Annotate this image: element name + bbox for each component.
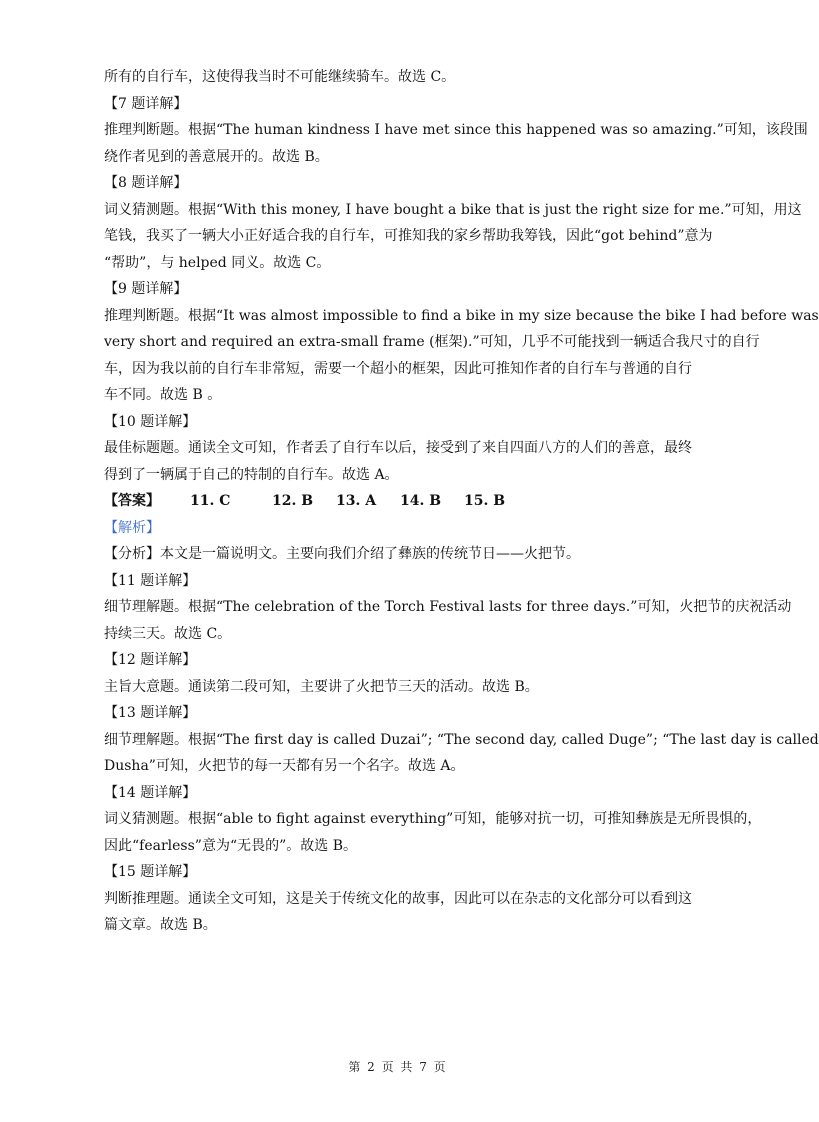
text-line: 绕作者见到的善意展开的。故选 B。: [104, 148, 329, 165]
text-line: 细节理解题。根据“The celebration of the Torch Festival lasts for three days.”可知，火把节的庆祝活动: [104, 599, 792, 615]
text-line: 【分析】本文是一篇说明文。主要向我们介绍了彝族的传统节日——火把节。: [104, 546, 580, 562]
answer-item: 14. B: [400, 493, 442, 509]
question-heading: 【10 题详解】: [104, 413, 197, 430]
answer-item: 13. A: [336, 493, 377, 509]
text-line: 得到了一辆属于自己的特制的自行车。故选 A。: [104, 466, 399, 483]
text-line: 判断推理题。通读全文可知，这是关于传统文化的故事，因此可以在杂志的文化部分可以看到这: [104, 890, 692, 907]
text-line: “帮助”，与 helped 同义。故选 C。: [104, 254, 331, 271]
text-line: 主旨大意题。通读第二段可知，主要讲了火把节三天的活动。故选 B。: [104, 678, 539, 695]
text-line: 篇文章。故选 B。: [104, 917, 217, 933]
page-content: [104, 64, 819, 939]
question-heading: 【7 题详解】: [104, 95, 188, 112]
question-heading: 【13 题详解】: [104, 705, 197, 721]
text-line: 因此“fearless”意为“无畏的”。故选 B。: [104, 837, 358, 854]
text-line: 笔钱，我买了一辆大小正好适合我的自行车，可推知我的家乡帮助我筹钱，因此“got behind”意为: [104, 228, 713, 244]
question-heading: 【8 题详解】: [104, 175, 188, 191]
question-heading: 【11 题详解】: [104, 572, 197, 589]
text-line: 推理判断题。根据“It was almost impossible to find a bike in my size because the bike I had before was: [104, 307, 819, 324]
answer-item: 11. C: [190, 493, 231, 509]
text-line: 细节理解题。根据“The first day is called Duzai”; “The second day, called Duge”; “The last day is called: [104, 731, 819, 748]
answer-item: 15. B: [464, 493, 506, 509]
answer-label: 【答案】: [104, 493, 160, 509]
analysis-label: 【解析】: [104, 519, 160, 536]
text-line: 推理判断题。根据“The human kindness I have met since this happened was so amazing.”可知，该段围: [104, 122, 808, 138]
text-line: 所有的自行车，这使得我当时不可能继续骑车。故选 C。: [104, 69, 456, 85]
text-line: 最佳标题题。通读全文可知，作者丢了自行车以后，接受到了来自四面八方的人们的善意，最终: [104, 440, 692, 456]
question-heading: 【12 题详解】: [104, 652, 197, 668]
answer-item: 12. B: [272, 493, 314, 509]
text-line: 车，因为我以前的自行车非常短，需要一个超小的框架，因此可推知作者的自行车与普通的自行: [104, 360, 692, 377]
text-line: Dusha”可知，火把节的每一天都有另一个名字。故选 A。: [104, 758, 465, 774]
text-line: very short and required an extra-small frame (框架).”可知，几乎不可能找到一辆适合我尺寸的自行: [104, 334, 760, 350]
question-heading: 【15 题详解】: [104, 864, 197, 880]
text-line: 持续三天。故选 C。: [104, 625, 232, 642]
text-line: 车不同。故选 B 。: [104, 387, 222, 403]
answer-line: [104, 488, 704, 515]
text-line: 词义猜测题。根据“With this money, I have bought a bike that is just the right size for me.”可知，用这: [104, 201, 802, 218]
text-line: 词义猜测题。根据“able to fight against everything”可知，能够对抗一切，可推知彝族是无所畏惧的，: [104, 811, 762, 827]
page-number: 第 2 页 共 7 页: [348, 1060, 446, 1074]
question-heading: 【9 题详解】: [104, 281, 188, 297]
question-heading: 【14 题详解】: [104, 784, 197, 801]
